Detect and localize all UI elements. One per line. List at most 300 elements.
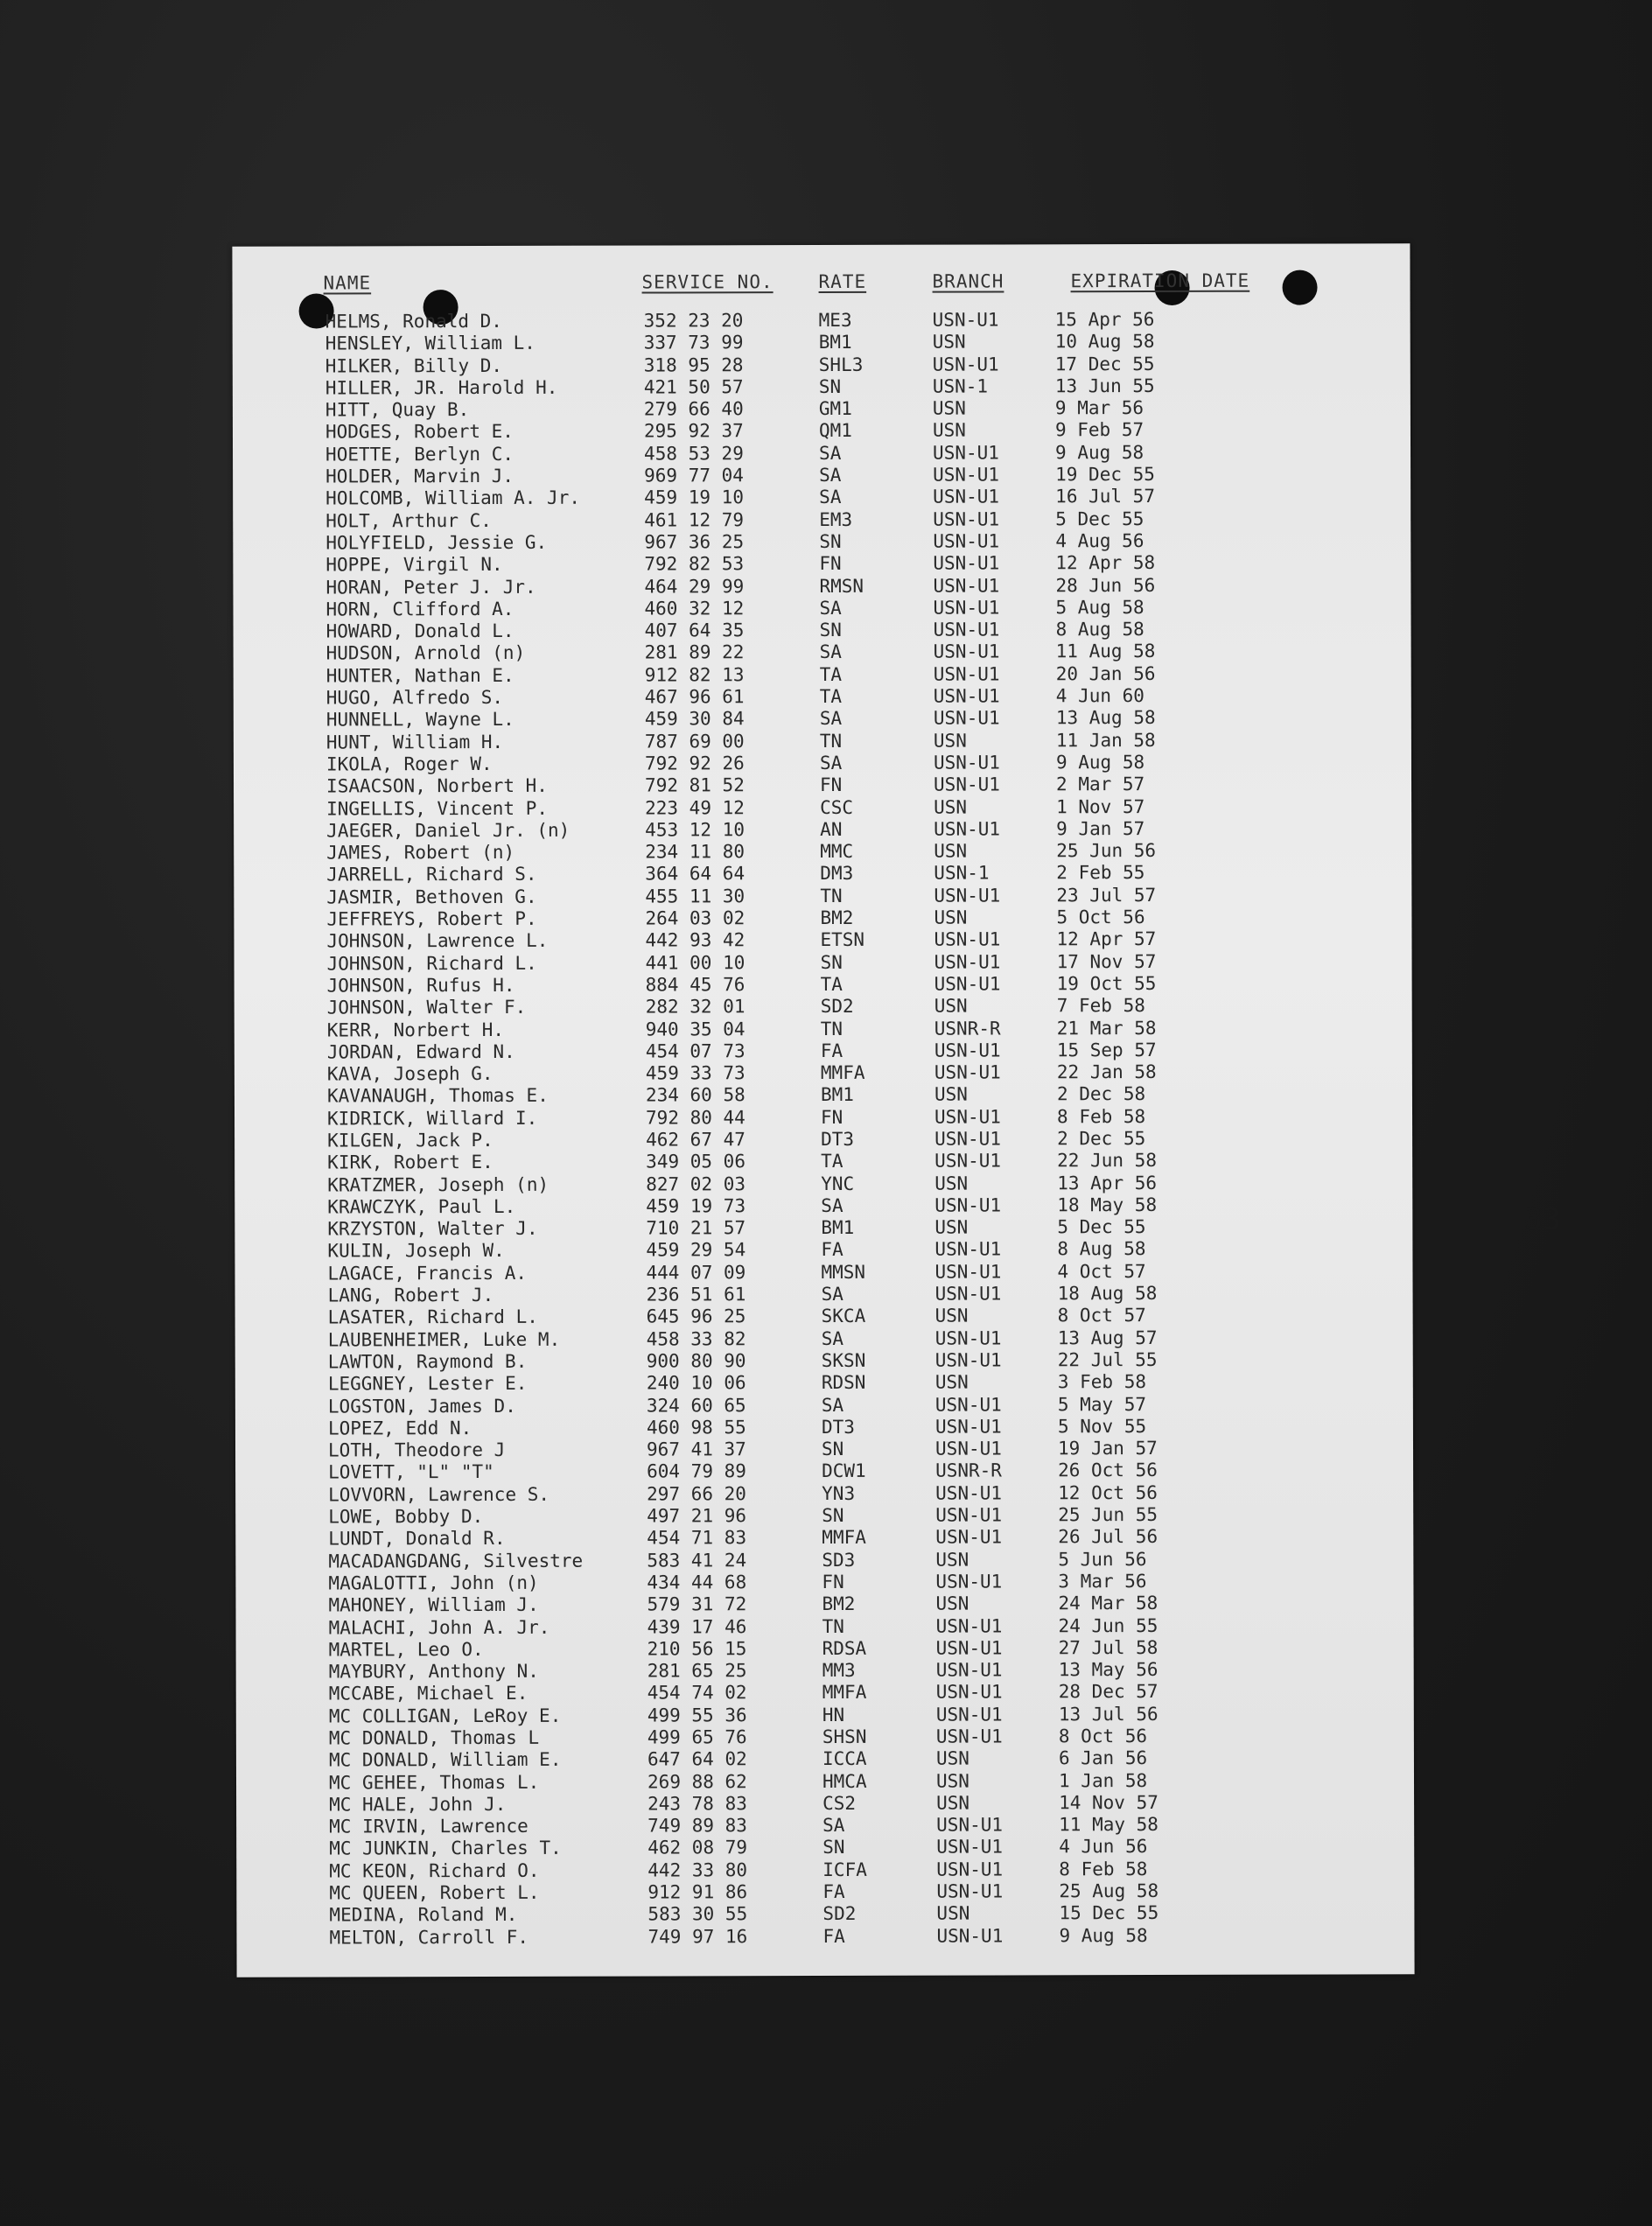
cell-expiration-date: 22 Jun 58 [1057,1150,1157,1172]
cell-expiration-date: 8 Oct 56 [1058,1726,1148,1747]
table-row [234,817,1411,843]
cell-service-no: 749 89 83 [648,1815,747,1837]
cell-name: LOGSTON, James D. [327,1395,516,1418]
cell-name: MC GEHEE, Thomas L. [328,1771,540,1794]
header-expiration-date: EXPIRATION DATE [1070,270,1250,292]
cell-service-no: 455 11 30 [645,885,746,907]
cell-service-no: 318 95 28 [643,354,744,376]
cell-rate: CSC [820,796,854,818]
cell-rate: SD2 [822,1903,857,1925]
cell-expiration-date: 15 Apr 56 [1054,309,1155,331]
cell-service-no: 297 66 20 [647,1482,746,1505]
cell-name: LOVETT, "L" "T" [328,1461,494,1483]
header-branch: BRANCH [932,270,1004,292]
cell-expiration-date: 22 Jan 58 [1056,1061,1157,1083]
cell-branch: USN [934,906,968,928]
cell-expiration-date: 17 Dec 55 [1054,353,1155,374]
cell-expiration-date: 2 Mar 57 [1055,774,1145,795]
cell-service-no: 281 65 25 [647,1660,747,1682]
cell-name: LEGGNEY, Lester E. [327,1373,528,1395]
cell-expiration-date: 6 Jan 56 [1058,1747,1148,1769]
cell-branch: USN-U1 [933,640,1000,663]
punch-hole-right [1282,270,1317,305]
cell-expiration-date: 5 Aug 58 [1055,596,1144,619]
cell-service-no: 442 93 42 [645,929,746,951]
cell-service-no: 458 33 82 [646,1327,746,1350]
cell-rate: TA [820,973,843,995]
cell-name: MC HALE, John J. [329,1793,507,1816]
cell-name: HILLER, JR. Harold H. [325,376,558,399]
cell-expiration-date: 15 Dec 55 [1059,1902,1159,1924]
cell-branch: USN-U1 [934,1283,1002,1305]
cell-branch: USN-U1 [933,707,1000,730]
cell-name: ISAACSON, Norbert H. [326,775,548,797]
table-row [234,839,1411,864]
cell-rate: FA [822,1925,845,1947]
table-row [236,1813,1414,1838]
table-row [236,1681,1414,1706]
cell-rate: TA [819,663,843,685]
table-row [234,1060,1412,1086]
cell-branch: USN [935,1770,970,1792]
cell-branch: USN [935,1747,970,1769]
cell-name: LOWE, Bobby D. [328,1506,484,1528]
cell-branch: USN [934,1216,969,1238]
cell-rate: SHSN [822,1726,867,1748]
cell-service-no: 444 07 09 [646,1261,746,1284]
cell-expiration-date: 9 Mar 56 [1054,397,1144,419]
cell-service-no: 454 07 73 [645,1040,746,1062]
table-row [235,1282,1413,1307]
cell-service-no: 497 21 96 [647,1505,747,1527]
cell-service-no: 269 88 62 [647,1770,747,1793]
table-row [234,928,1411,954]
cell-expiration-date: 4 Jun 60 [1055,685,1144,707]
cell-name: LOVVORN, Lawrence S. [328,1483,550,1506]
cell-service-no: 710 21 57 [646,1217,746,1239]
cell-rate: CS2 [822,1792,857,1814]
cell-branch: USN-U1 [933,685,1000,707]
cell-service-no: 460 98 55 [646,1417,746,1438]
cell-expiration-date: 2 Dec 58 [1056,1083,1146,1105]
cell-name: KRAWCZYK, Paul L. [327,1195,516,1218]
table-row [233,529,1410,555]
cell-branch: USN-U1 [935,1482,1003,1504]
table-row [234,1017,1412,1042]
cell-expiration-date: 14 Nov 57 [1059,1791,1158,1814]
cell-expiration-date: 19 Oct 55 [1056,972,1157,995]
cell-rate: AN [820,818,843,840]
cell-name: MC DONALD, William E. [328,1749,562,1771]
table-row [234,729,1411,754]
cell-expiration-date: 8 Feb 58 [1056,1105,1146,1127]
cell-branch: USN-U1 [932,309,999,331]
cell-service-no: 460 32 12 [644,598,745,620]
cell-expiration-date: 18 Aug 58 [1057,1283,1158,1305]
cell-service-no: 464 29 99 [644,575,745,598]
cell-service-no: 441 00 10 [645,951,746,974]
cell-branch: USN-U1 [934,1194,1002,1216]
cell-expiration-date: 5 May 57 [1057,1393,1147,1415]
cell-name: MC KEON, Richard O. [329,1859,540,1882]
cell-service-no: 459 29 54 [646,1239,746,1261]
cell-expiration-date: 15 Sep 57 [1056,1039,1157,1061]
cell-rate: MMSN [821,1261,866,1283]
cell-branch: USN-U1 [933,464,999,486]
cell-rate: MMFA [822,1527,866,1549]
cell-branch: USN-U1 [935,1659,1003,1681]
cell-service-no: 461 12 79 [644,508,745,531]
cell-name: MC COLLIGAN, LeRoy E. [328,1704,562,1727]
cell-branch: USN [934,1305,969,1327]
cell-branch: USN-U1 [934,1040,1001,1061]
cell-service-no: 442 33 80 [648,1859,748,1881]
cell-name: HOLCOMB, William A. Jr. [326,487,580,509]
cell-expiration-date: 8 Feb 58 [1059,1858,1148,1880]
cell-branch: USN [934,1371,969,1393]
cell-expiration-date: 2 Dec 55 [1057,1128,1146,1150]
cell-name: KERR, Norbert H. [326,1018,505,1040]
cell-rate: RMSN [819,575,864,597]
table-row [234,972,1412,998]
cell-name: JARRELL, Richard S. [326,864,537,886]
cell-branch: USN-U1 [933,552,1000,574]
table-row [236,1658,1414,1684]
cell-name: HOPPE, Virgil N. [326,554,503,576]
cell-service-no: 236 51 61 [646,1284,746,1306]
cell-rate: FA [821,1239,844,1261]
cell-branch: USN-U1 [935,1571,1003,1592]
cell-expiration-date: 22 Jul 55 [1057,1348,1158,1371]
roster-page [232,243,1561,1978]
cell-expiration-date: 20 Jan 56 [1055,662,1156,685]
cell-rate: SN [821,1438,844,1460]
table-row [235,1570,1413,1595]
cell-expiration-date: 13 Jun 55 [1054,374,1155,397]
cell-rate: TA [821,1151,844,1172]
cell-branch: USN-U1 [933,663,1000,685]
cell-expiration-date: 10 Aug 58 [1054,331,1155,353]
cell-branch: USN-U1 [935,1614,1003,1637]
cell-expiration-date: 23 Jul 57 [1056,884,1157,906]
cell-rate: DCW1 [822,1460,866,1482]
cell-rate: FN [820,1106,844,1128]
cell-rate: MMC [820,841,854,863]
cell-branch: USN-U1 [935,1726,1003,1747]
table-row [234,707,1411,732]
table-row [233,331,1410,356]
cell-expiration-date: 3 Feb 58 [1057,1371,1147,1393]
cell-service-no: 912 82 13 [644,663,745,686]
table-row [234,994,1412,1019]
cell-expiration-date: 9 Feb 57 [1054,419,1144,441]
cell-service-no: 579 31 72 [647,1593,747,1615]
cell-rate: ME3 [818,309,852,332]
cell-service-no: 234 60 58 [645,1084,746,1106]
cell-branch: USN [934,796,968,818]
cell-rate: TN [820,885,843,906]
table-row [236,1836,1414,1861]
cell-rate: TA [819,685,843,708]
table-row [234,684,1411,710]
cell-rate: MMFA [820,1061,865,1084]
table-row [236,1902,1414,1928]
cell-expiration-date: 9 Aug 58 [1055,751,1145,774]
cell-branch: USN-U1 [933,597,1000,619]
cell-rate: BM2 [820,906,854,929]
cell-expiration-date: 1 Nov 57 [1056,795,1145,817]
cell-branch: USN-U1 [933,752,1000,774]
table-row [233,441,1410,466]
cell-service-no: 295 92 37 [643,420,744,443]
cell-service-no: 453 12 10 [645,819,745,841]
cell-branch: USN [934,840,968,862]
cell-name: KRZYSTON, Walter J. [327,1218,538,1240]
table-row [235,1326,1413,1352]
cell-expiration-date: 11 Jan 58 [1055,729,1156,751]
cell-name: KIRK, Robert E. [327,1152,494,1173]
cell-name: JAEGER, Daniel Jr. (n) [326,819,570,842]
cell-branch: USN [932,397,966,419]
table-row [234,1105,1412,1130]
cell-expiration-date: 28 Jun 56 [1055,574,1156,596]
cell-service-no: 583 41 24 [647,1549,747,1572]
cell-name: KULIN, Joseph W. [327,1240,505,1262]
table-row [233,552,1410,578]
cell-branch: USN-U1 [934,1150,1002,1172]
cell-name: HOETTE, Berlyn C. [326,443,514,466]
cell-service-no: 884 45 76 [645,974,746,996]
cell-service-no: 458 53 29 [644,443,744,465]
cell-expiration-date: 16 Jul 57 [1055,486,1155,508]
cell-service-no: 787 69 00 [644,730,745,752]
cell-service-no: 264 03 02 [645,907,746,929]
cell-name: HUNNELL, Wayne L. [326,709,514,731]
cell-expiration-date: 18 May 58 [1057,1194,1158,1216]
cell-rate: BM2 [822,1593,856,1615]
cell-service-no: 499 55 36 [647,1704,747,1726]
cell-branch: USN-U1 [935,1526,1003,1548]
cell-name: HUGO, Alfredo S. [326,687,504,709]
cell-name: JOHNSON, Walter F. [326,997,527,1018]
cell-branch: USN [935,1549,970,1571]
cell-expiration-date: 12 Apr 57 [1056,928,1157,950]
cell-rate: ICCA [822,1748,867,1770]
cell-branch: USN-U1 [934,1349,1002,1371]
cell-branch: USN-U1 [936,1836,1004,1858]
table-row [233,508,1410,533]
cell-expiration-date: 4 Jun 56 [1059,1836,1148,1858]
cell-rate: MM3 [822,1660,856,1682]
cell-rate: SN [819,530,842,552]
table-row [235,1305,1413,1330]
cell-branch: USN [934,995,968,1017]
table-row [236,1614,1414,1640]
cell-expiration-date: 27 Jul 58 [1058,1636,1158,1659]
cell-service-no: 352 23 20 [643,310,744,332]
cell-service-no: 459 19 73 [646,1195,746,1217]
cell-name: HOLT, Arthur C. [326,509,492,532]
cell-rate: DT3 [821,1128,855,1150]
cell-expiration-date: 13 Aug 57 [1057,1326,1158,1348]
cell-branch: USN-1 [934,862,990,885]
cell-expiration-date: 24 Mar 58 [1058,1592,1158,1614]
cell-rate: QM1 [818,420,852,442]
table-row [234,1194,1412,1219]
cell-expiration-date: 13 Jul 56 [1058,1703,1158,1726]
cell-branch: USN [934,1083,968,1106]
cell-expiration-date: 7 Feb 58 [1056,995,1145,1017]
cell-expiration-date: 5 Oct 56 [1056,906,1145,928]
cell-expiration-date: 8 Aug 58 [1055,619,1144,640]
cell-name: MEDINA, Roland M. [329,1904,518,1926]
cell-branch: USN-U1 [934,885,1001,906]
cell-name: HITT, Quay B. [325,399,470,421]
cell-rate: BM1 [820,1084,854,1106]
cell-service-no: 349 05 06 [646,1151,746,1172]
cell-rate: FN [819,553,842,575]
cell-name: JOHNSON, Lawrence L. [326,930,549,952]
cell-name: LOTH, Theodore J [327,1439,506,1461]
cell-branch: USN [936,1902,970,1925]
cell-branch: USN [935,1592,970,1614]
cell-name: MAHONEY, William J. [328,1594,539,1616]
cell-expiration-date: 2 Feb 55 [1056,862,1145,884]
table-row [234,1127,1412,1152]
cell-rate: SKSN [821,1349,866,1371]
cell-name: HENSLEY, William L. [325,332,536,354]
cell-rate: YN3 [822,1482,856,1504]
cell-name: MC IRVIN, Lawrence [329,1816,528,1838]
cell-rate: HN [822,1704,845,1726]
table-row [234,1083,1412,1109]
cell-name: MC QUEEN, Robert L. [329,1881,540,1904]
table-row [233,574,1410,599]
cell-branch: USN-U1 [935,1504,1003,1526]
cell-branch: USN-U1 [933,774,1000,795]
table-row [235,1415,1413,1440]
cell-name: JORDAN, Edward N. [326,1040,515,1063]
cell-service-no: 647 64 02 [647,1748,747,1770]
cell-rate: SN [822,1837,845,1858]
cell-expiration-date: 5 Nov 55 [1057,1415,1147,1438]
cell-service-no: 324 60 65 [646,1394,746,1417]
cell-rate: SA [821,1194,844,1216]
cell-name: KIDRICK, Willard I. [326,1107,538,1130]
cell-name: MELTON, Carroll F. [329,1926,529,1949]
header-name: NAME [323,272,372,294]
cell-service-no: 234 11 80 [645,841,746,863]
cell-service-no: 337 73 99 [643,332,744,354]
table-row [236,1880,1414,1905]
table-row [235,1503,1413,1529]
cell-name: JOHNSON, Rufus H. [326,974,515,997]
table-row [234,773,1411,798]
cell-branch: USN-U1 [934,1128,1001,1150]
cell-service-no: 434 44 68 [647,1572,747,1593]
cell-branch: USNR-R [935,1460,1002,1482]
cell-rate: SA [819,442,842,464]
cell-name: HORAN, Peter J. Jr. [326,576,536,598]
cell-name: JEFFREYS, Robert P. [326,907,537,930]
cell-expiration-date: 4 Oct 57 [1057,1260,1146,1283]
cell-service-no: 223 49 12 [645,796,745,819]
cell-name: MALACHI, John A. Jr. [328,1616,550,1638]
cell-service-no: 439 17 46 [647,1615,747,1638]
table-row [234,618,1411,643]
cell-expiration-date: 28 Dec 57 [1058,1681,1158,1703]
cell-name: LOPEZ, Edd N. [327,1417,472,1439]
cell-branch: USN-U1 [934,1061,1001,1083]
table-row [234,1150,1412,1175]
cell-expiration-date: 13 May 56 [1058,1659,1158,1681]
cell-name: MAGALOTTI, John (n) [328,1572,539,1594]
cell-rate: SD3 [822,1549,856,1571]
cell-rate: TN [822,1615,844,1637]
cell-branch: USN [932,420,966,442]
cell-branch: USN-U1 [934,1327,1002,1349]
cell-expiration-date: 13 Aug 58 [1055,707,1156,729]
cell-name: LUNDT, Donald R. [328,1528,506,1550]
cell-rate: SN [822,1504,844,1527]
table-row [235,1548,1413,1573]
cell-service-no: 912 91 86 [648,1881,748,1903]
table-row [234,1172,1412,1197]
table-row [234,640,1411,666]
cell-name: LAUBENHEIMER, Luke M. [327,1328,561,1351]
cell-name: KILGEN, Jack P. [327,1129,494,1152]
cell-service-no: 459 30 84 [644,708,745,730]
cell-expiration-date: 12 Oct 56 [1058,1481,1158,1504]
cell-expiration-date: 11 Aug 58 [1055,640,1156,662]
table-row [236,1636,1414,1662]
cell-expiration-date: 8 Aug 58 [1057,1238,1146,1260]
cell-branch: USN-U1 [934,951,1001,973]
cell-service-no: 900 80 90 [646,1350,746,1372]
table-row [233,353,1410,378]
cell-expiration-date: 19 Jan 57 [1057,1438,1158,1460]
cell-name: JAMES, Robert (n) [326,842,515,864]
cell-name: HUNT, William H. [326,731,504,753]
table-row [234,862,1411,887]
cell-expiration-date: 25 Jun 55 [1058,1504,1158,1526]
cell-rate: SA [821,1327,844,1349]
header-service-no: SERVICE NO. [641,271,774,293]
table-row [235,1370,1413,1396]
cell-branch: USN-U1 [933,530,1000,552]
cell-rate: SA [819,708,843,730]
cell-service-no: 454 74 02 [647,1682,747,1704]
cell-rate: FA [822,1881,845,1903]
cell-service-no: 827 02 03 [646,1172,746,1195]
cell-name: HELMS, Ronald D. [325,310,502,332]
cell-branch: USN-U1 [933,486,1000,508]
cell-rate: SN [819,620,842,641]
cell-branch: USN-1 [932,375,989,397]
cell-name: MACADANGDANG, Silvestre [328,1550,584,1572]
cell-rate: SA [822,1815,845,1837]
cell-rate: SKCA [821,1306,866,1327]
cell-service-no: 792 82 53 [644,553,745,575]
cell-expiration-date: 1 Jan 58 [1058,1769,1148,1791]
cell-name: HUDSON, Arnold (n) [326,642,526,664]
table-row [236,1858,1414,1883]
cell-rate: SN [820,951,843,973]
cell-branch: USN-U1 [934,1261,1002,1283]
table-row [233,486,1410,511]
cell-name: LAWTON, Raymond B. [327,1350,528,1373]
table-row [234,662,1411,688]
